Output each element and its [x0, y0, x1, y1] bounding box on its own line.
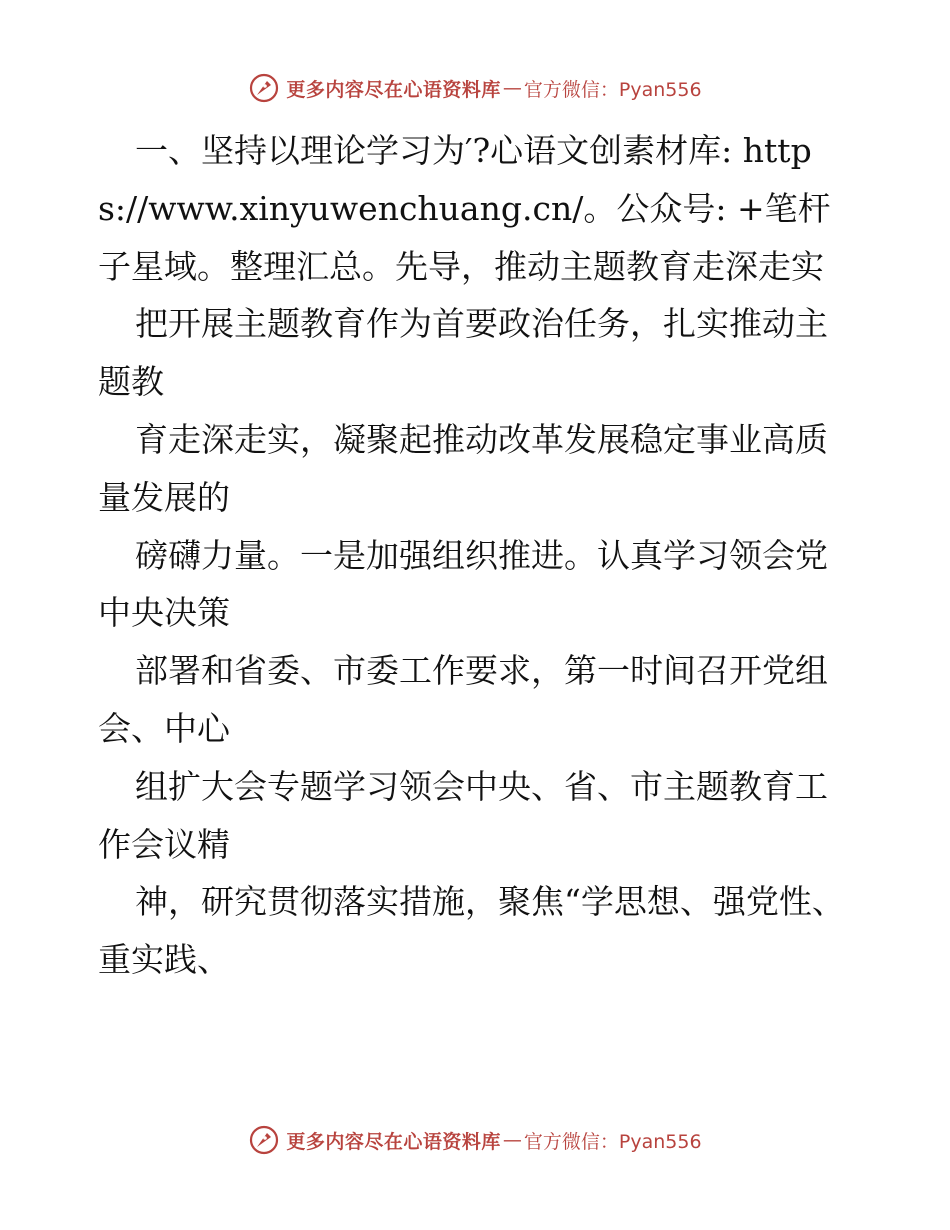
watermark-text: 更多内容尽在心语资料库 [286, 1130, 501, 1153]
paragraph: 磅礴力量。一是加强组织推进。认真学习领会党中央决策 [98, 535, 828, 633]
watermark-separator: — [502, 77, 522, 99]
paragraph: 组扩大会专题学习领会中央、省、市主题教育工作会议精 [98, 766, 828, 864]
paragraph: 把开展主题教育作为首要政治任务，扎实推动主题教 [98, 304, 828, 402]
pen-nib-logo-icon [248, 72, 280, 104]
watermark-contact: 官方微信：Pyan556 [523, 1130, 702, 1153]
document-body [98, 122, 858, 989]
paragraph: 育走深走实，凝聚起推动改革发展稳定事业高质量发展的 [98, 419, 828, 517]
paragraph: 部署和省委、市委工作要求，第一时间召开党组会、中心 [98, 651, 828, 748]
header-watermark [0, 72, 950, 104]
paragraph: 神，研究贯彻落实措施，聚焦“学思想、强党性、重实践、 [98, 882, 845, 980]
pen-nib-logo-icon [248, 1124, 280, 1156]
watermark-text: 更多内容尽在心语资料库 [286, 78, 501, 101]
paragraph: 一、坚持以理论学习为′?心语文创素材库: https://www.xinyuwenchuang.cn/。公众号: +笔杆子星域。整理汇总。先导，推动主题教育走深走实 [98, 131, 831, 286]
footer-watermark [0, 1124, 950, 1156]
watermark-separator: — [502, 1129, 522, 1151]
watermark-contact: 官方微信：Pyan556 [523, 78, 702, 101]
